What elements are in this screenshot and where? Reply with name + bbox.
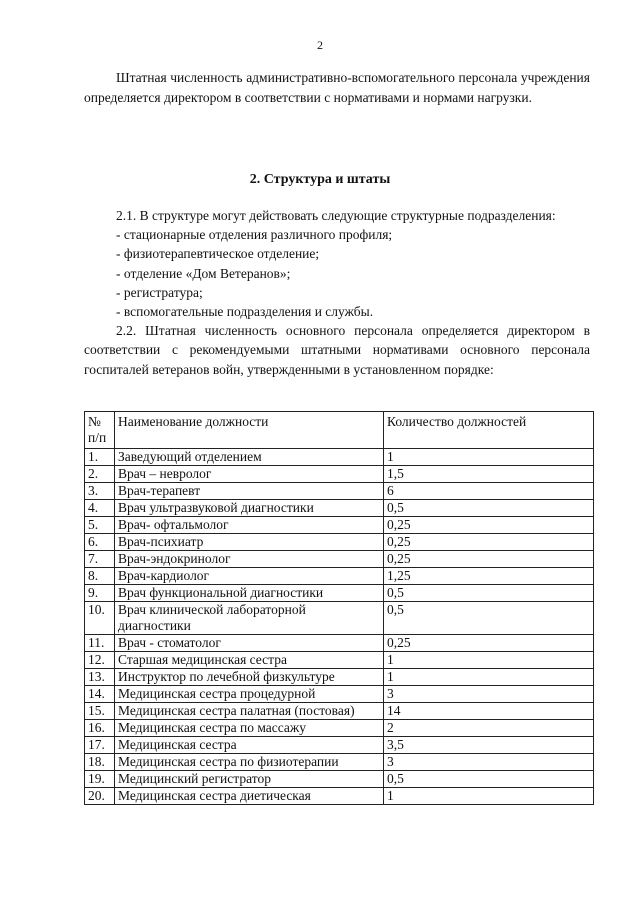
- staff-table: [84, 411, 594, 805]
- table-row: [85, 534, 594, 551]
- table-row: [85, 720, 594, 737]
- row-num: 19.: [85, 771, 115, 788]
- page-number: 2: [317, 38, 323, 52]
- row-position-name: Врач клинической лабораторной диагностики: [115, 602, 384, 635]
- row-position-name: Медицинская сестра по массажу: [115, 720, 384, 737]
- row-position-name: Медицинская сестра: [115, 737, 384, 754]
- row-quantity: 14: [384, 703, 594, 720]
- row-num: 6.: [85, 534, 115, 551]
- row-position-name: Врач-терапевт: [115, 483, 384, 500]
- row-num: 3.: [85, 483, 115, 500]
- row-position-name: Врач-эндокринолог: [115, 551, 384, 568]
- table-row: [85, 635, 594, 652]
- row-num: 2.: [85, 466, 115, 483]
- clause-2-1: 2.1. В структуре могут действовать следующие структурные подразделения:: [116, 208, 556, 223]
- table-row: [85, 686, 594, 703]
- row-quantity: 0,25: [384, 517, 594, 534]
- body-text: [84, 206, 590, 379]
- table-row: [85, 788, 594, 805]
- subdivision-item: - стационарные отделения различного профиля;: [116, 227, 393, 243]
- row-num: 12.: [85, 652, 115, 669]
- table-row: [85, 517, 594, 534]
- table-row: [85, 585, 594, 602]
- row-num: 15.: [85, 703, 115, 720]
- row-position-name: Медицинская сестра по физиотерапии: [115, 754, 384, 771]
- row-quantity: 3: [384, 754, 594, 771]
- subdivision-item: - вспомогательные подразделения и службы.: [116, 304, 374, 320]
- row-position-name: Медицинский регистратор: [115, 771, 384, 788]
- row-quantity: 2: [384, 720, 594, 737]
- subdivision-item: - физиотерапевтическое отделение;: [116, 246, 320, 262]
- row-quantity: 1: [384, 652, 594, 669]
- row-quantity: 0,25: [384, 534, 594, 551]
- row-quantity: 0,5: [384, 585, 594, 602]
- row-quantity: 0,5: [384, 602, 594, 635]
- row-num: 18.: [85, 754, 115, 771]
- row-quantity: 3,5: [384, 737, 594, 754]
- table-row: [85, 703, 594, 720]
- row-position-name: Старшая медицинская сестра: [115, 652, 384, 669]
- table-row: [85, 568, 594, 585]
- row-quantity: 0,5: [384, 500, 594, 517]
- row-quantity: 0,25: [384, 635, 594, 652]
- header-quantity: Количество должностей: [384, 412, 594, 449]
- row-position-name: Врач-психиатр: [115, 534, 384, 551]
- row-position-name: Инструктор по лечебной физкультуре: [115, 669, 384, 686]
- row-num: 5.: [85, 517, 115, 534]
- header-position-name: Наименование должности: [115, 412, 384, 449]
- table-row: [85, 602, 594, 635]
- subdivision-item: - отделение «Дом Ветеранов»;: [116, 265, 291, 281]
- row-position-name: Медицинская сестра диетическая: [115, 788, 384, 805]
- row-num: 20.: [85, 788, 115, 805]
- row-num: 4.: [85, 500, 115, 517]
- row-position-name: Врач – невролог: [115, 466, 384, 483]
- table-row: [85, 483, 594, 500]
- row-num: 10.: [85, 602, 115, 635]
- table-row: [85, 500, 594, 517]
- table-row: [85, 669, 594, 686]
- table-row: [85, 449, 594, 466]
- row-quantity: 1: [384, 449, 594, 466]
- row-position-name: Врач- офтальмолог: [115, 517, 384, 534]
- row-num: 11.: [85, 635, 115, 652]
- row-num: 17.: [85, 737, 115, 754]
- row-num: 14.: [85, 686, 115, 703]
- subdivision-item: - регистратура;: [116, 284, 203, 300]
- row-quantity: 1,5: [384, 466, 594, 483]
- row-num: 16.: [85, 720, 115, 737]
- row-quantity: 0,25: [384, 551, 594, 568]
- row-position-name: Врач ультразвуковой диагностики: [115, 500, 384, 517]
- row-num: 13.: [85, 669, 115, 686]
- row-num: 8.: [85, 568, 115, 585]
- clause-2-2: 2.2. Штатная численность основного персонала определяется директором в соответствии с рекомендуемыми штатными нормативами основного персонала госпиталей ветеранов войн, утвержденными в установленном порядке:: [84, 323, 590, 377]
- table-row: [85, 466, 594, 483]
- table-row: [85, 551, 594, 568]
- table-row: [85, 652, 594, 669]
- table-row: [85, 754, 594, 771]
- row-position-name: Заведующий отделением: [115, 449, 384, 466]
- table-header-row: [85, 412, 594, 449]
- section-title: 2. Структура и штаты: [249, 172, 391, 187]
- intro-paragraph: Штатная численность административно-вспомогательного персонала учреждения определяется директором в соответствии с нормативами и нормами нагрузки.: [84, 70, 590, 105]
- row-quantity: 1,25: [384, 568, 594, 585]
- row-position-name: Врач - стоматолог: [115, 635, 384, 652]
- row-position-name: Медицинская сестра процедурной: [115, 686, 384, 703]
- row-quantity: 6: [384, 483, 594, 500]
- row-num: 1.: [85, 449, 115, 466]
- table-row: [85, 771, 594, 788]
- row-position-name: Врач-кардиолог: [115, 568, 384, 585]
- table-row: [85, 737, 594, 754]
- header-num: № п/п: [85, 412, 115, 449]
- row-quantity: 1: [384, 669, 594, 686]
- row-position-name: Врач функциональной диагностики: [115, 585, 384, 602]
- row-position-name: Медицинская сестра палатная (постовая): [115, 703, 384, 720]
- row-quantity: 0,5: [384, 771, 594, 788]
- row-num: 9.: [85, 585, 115, 602]
- row-quantity: 1: [384, 788, 594, 805]
- row-num: 7.: [85, 551, 115, 568]
- row-quantity: 3: [384, 686, 594, 703]
